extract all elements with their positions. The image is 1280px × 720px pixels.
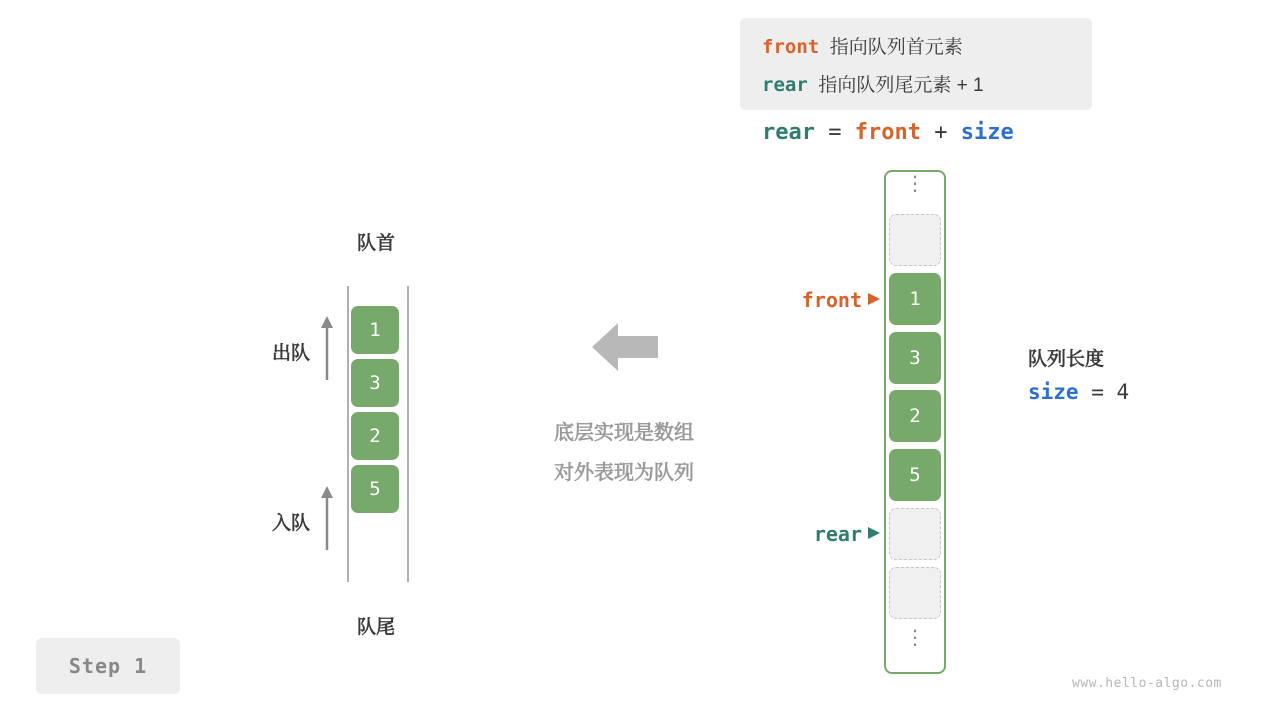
formula-rear: rear — [762, 120, 815, 145]
note-front-line — [762, 32, 963, 59]
queue-rail-right — [407, 286, 409, 582]
queue-cell: 5 — [351, 465, 399, 513]
dequeue-label: 出队 — [271, 343, 310, 364]
caption-line-2: 对外表现为队列 — [554, 462, 694, 484]
step-badge-label: Step 1 — [68, 654, 148, 678]
formula-front: front — [854, 120, 921, 145]
front-keyword: front — [762, 36, 820, 58]
watermark: www.hello-algo.com — [1072, 676, 1222, 691]
array-cell: 1 — [889, 273, 941, 325]
array-cell: 5 — [889, 449, 941, 501]
array-cell — [889, 214, 941, 266]
queue-cell: 2 — [351, 412, 399, 460]
array-bottom-ellipsis-icon: ⋮ — [905, 625, 925, 649]
queue-size-expression — [1028, 380, 1129, 405]
enqueue-up-arrow-icon — [320, 486, 334, 550]
array-cell: 3 — [889, 332, 941, 384]
rear-formula — [762, 119, 1014, 145]
array-cell — [889, 508, 941, 560]
queue-rail-left — [347, 286, 349, 582]
array-cell: 2 — [889, 390, 941, 442]
left-arrow-icon — [592, 318, 658, 376]
queue-head-label: 队首 — [356, 233, 395, 254]
enqueue-label: 入队 — [271, 513, 310, 534]
size-equals: = — [1091, 380, 1104, 404]
formula-size: size — [960, 120, 1014, 145]
front-pointer-label: front — [801, 288, 862, 312]
rear-pointer-label: rear — [813, 522, 862, 546]
rear-description: 指向队列尾元素 + 1 — [818, 75, 984, 96]
step-badge — [36, 638, 180, 694]
note-rear-line — [762, 70, 984, 97]
rear-pointer-arrow-icon — [868, 526, 886, 540]
front-pointer-arrow-icon — [868, 292, 886, 306]
queue-cell: 3 — [351, 359, 399, 407]
formula-equals: = — [828, 120, 842, 145]
dequeue-up-arrow-icon — [320, 316, 334, 380]
size-value: 4 — [1116, 380, 1130, 404]
caption-line-1: 底层实现是数组 — [554, 422, 694, 444]
queue-tail-label: 队尾 — [356, 617, 395, 638]
formula-plus: + — [934, 120, 948, 145]
array-top-ellipsis-icon: ⋮ — [905, 171, 925, 195]
queue-cell: 1 — [351, 306, 399, 354]
array-cell — [889, 567, 941, 619]
size-keyword: size — [1028, 380, 1079, 404]
front-description: 指向队列首元素 — [829, 37, 963, 58]
rear-keyword: rear — [762, 74, 808, 96]
queue-size-title: 队列长度 — [1028, 349, 1105, 370]
